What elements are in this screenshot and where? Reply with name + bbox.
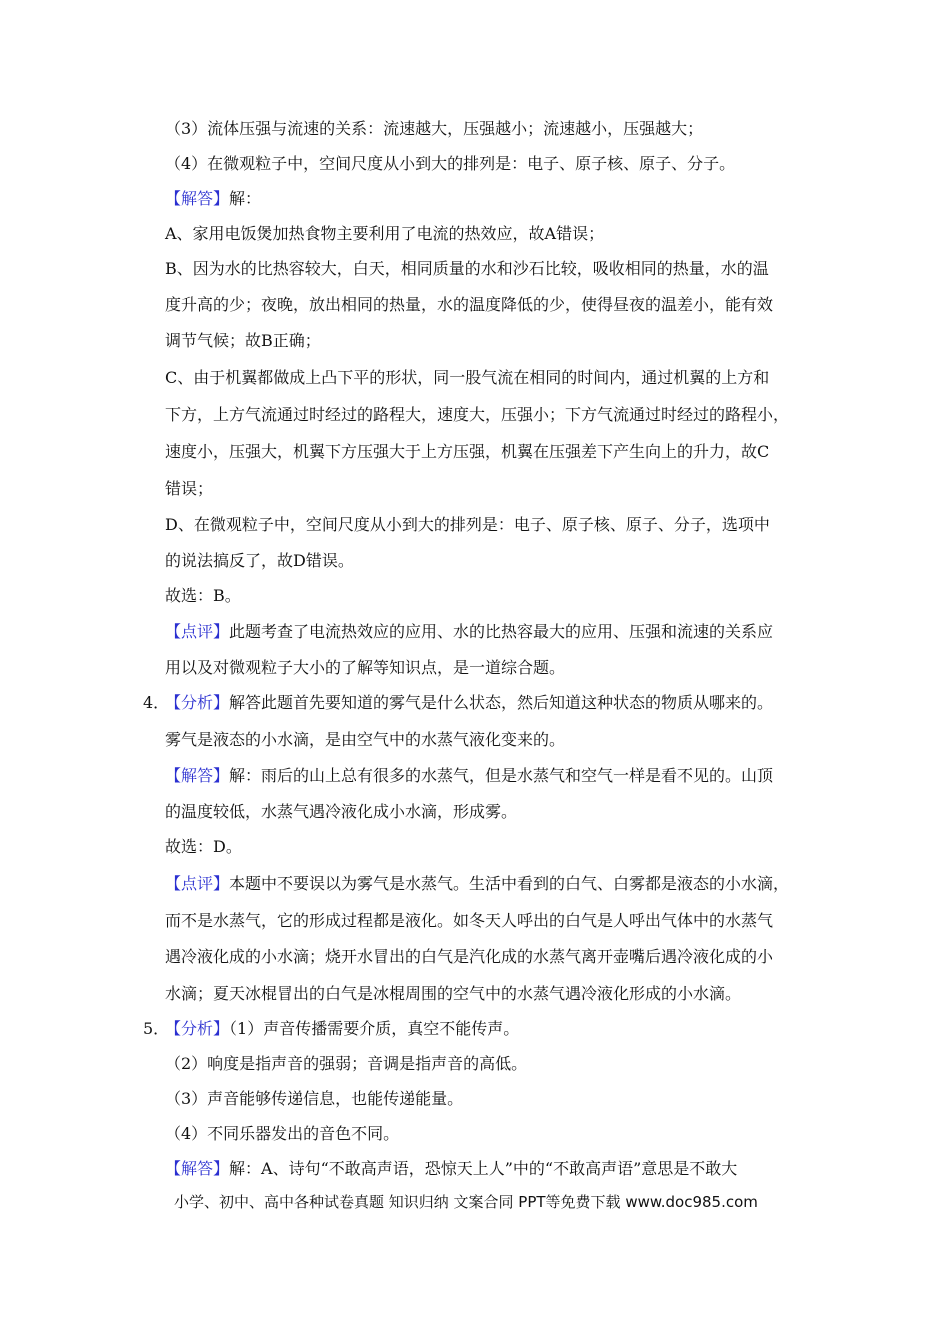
answer-tag: 【解答】 (165, 1159, 230, 1178)
analysis-block (165, 692, 773, 714)
text-line: 调节气候；故B正确； (165, 331, 321, 350)
answer-text: 解： (229, 189, 262, 208)
answer-block (165, 765, 773, 787)
analysis-text: 解答此题首先要知道的雾气是什么状态，然后知道这种状态的物质从哪来的。 (229, 693, 774, 712)
answer-text: 解：雨后的山上总有很多的水蒸气，但是水蒸气和空气一样是看不见的。山顶 (229, 766, 774, 785)
analysis-tag: 【分析】 (165, 1019, 230, 1038)
text-line: （3）流体压强与流速的关系：流速越大，压强越小；流速越小，压强越大； (165, 119, 704, 138)
analysis-tag: 【分析】 (165, 693, 230, 712)
review-tag: 【点评】 (165, 874, 230, 893)
text-line: 水滴；夏天冰棍冒出的白气是冰棍周围的空气中的水蒸气遇冷液化形成的小水滴。 (165, 984, 742, 1003)
text-line: 错误； (165, 479, 214, 498)
answer-block (165, 188, 261, 210)
text-line: 下方，上方气流通过时经过的路程大，速度大，压强小；下方气流通过时经过的路程小， (165, 405, 790, 424)
question-number: 4． (143, 693, 170, 712)
text-line: D、在微观粒子中，空间尺度从小到大的排列是：电子、原子核、原子、分子，选项中 (165, 515, 770, 534)
text-line: （4）在微观粒子中，空间尺度从小到大的排列是：电子、原子核、原子、分子。 (165, 154, 736, 173)
review-block (165, 873, 789, 895)
review-block (165, 621, 773, 643)
review-tag: 【点评】 (165, 622, 230, 641)
text-line: C、由于机翼都做成上凸下平的形状，同一股气流在相同的时间内，通过机翼的上方和 (165, 368, 770, 387)
page-footer: 小学、初中、高中各种试卷真题 知识归纳 文案合同 PPT等免费下载 www.doc985.com (174, 1193, 758, 1211)
text-line: 的温度较低，水蒸气遇冷液化成小水滴，形成雾。 (165, 802, 518, 821)
text-line: A、家用电饭煲加热食物主要利用了电流的热效应，故A错误； (165, 224, 605, 243)
question-number: 5． (143, 1019, 170, 1038)
analysis-text: （1）声音传播需要介质，真空不能传声。 (229, 1019, 520, 1038)
text-line: （2）响度是指声音的强弱；音调是指声音的高低。 (165, 1054, 528, 1073)
analysis-block (165, 1018, 519, 1040)
text-line: B、因为水的比热容较大，白天，相同质量的水和沙石比较，吸收相同的热量，水的温 (165, 259, 769, 278)
text-line: 速度小，压强大，机翼下方压强大于上方压强，机翼在压强差下产生向上的升力，故C (165, 442, 770, 461)
text-line: 的说法搞反了，故D错误。 (165, 551, 354, 570)
text-line: （3）声音能够传递信息，也能传递能量。 (165, 1089, 464, 1108)
review-text: 本题中不要误以为雾气是水蒸气。生活中看到的白气、白雾都是液态的小水滴， (229, 874, 790, 893)
text-line: 遇冷液化成的小水滴；烧开水冒出的白气是汽化成的水蒸气离开壶嘴后遇冷液化成的小 (165, 947, 774, 966)
answer-tag: 【解答】 (165, 189, 230, 208)
text-line: （4）不同乐器发出的音色不同。 (165, 1124, 400, 1143)
text-line: 而不是水蒸气，它的形成过程都是液化。如冬天人呼出的白气是人呼出气体中的水蒸气 (165, 911, 774, 930)
review-text: 此题考查了电流热效应的应用、水的比热容最大的应用、压强和流速的关系应 (229, 622, 774, 641)
answer-tag: 【解答】 (165, 766, 230, 785)
text-line: 度升高的少；夜晚，放出相同的热量，水的温度降低的少，使得昼夜的温差小，能有效 (165, 295, 774, 314)
answer-text: 解：A、诗句“不敢高声语，恐惊天上人”中的“不敢高声语”意思是不敢大 (229, 1159, 738, 1178)
text-line: 用以及对微观粒子大小的了解等知识点，是一道综合题。 (165, 658, 566, 677)
answer-block (165, 1158, 737, 1180)
text-line: 雾气是液态的小水滴，是由空气中的水蒸气液化变来的。 (165, 730, 566, 749)
text-line: 故选：B。 (165, 586, 241, 605)
text-line: 故选：D。 (165, 837, 242, 856)
